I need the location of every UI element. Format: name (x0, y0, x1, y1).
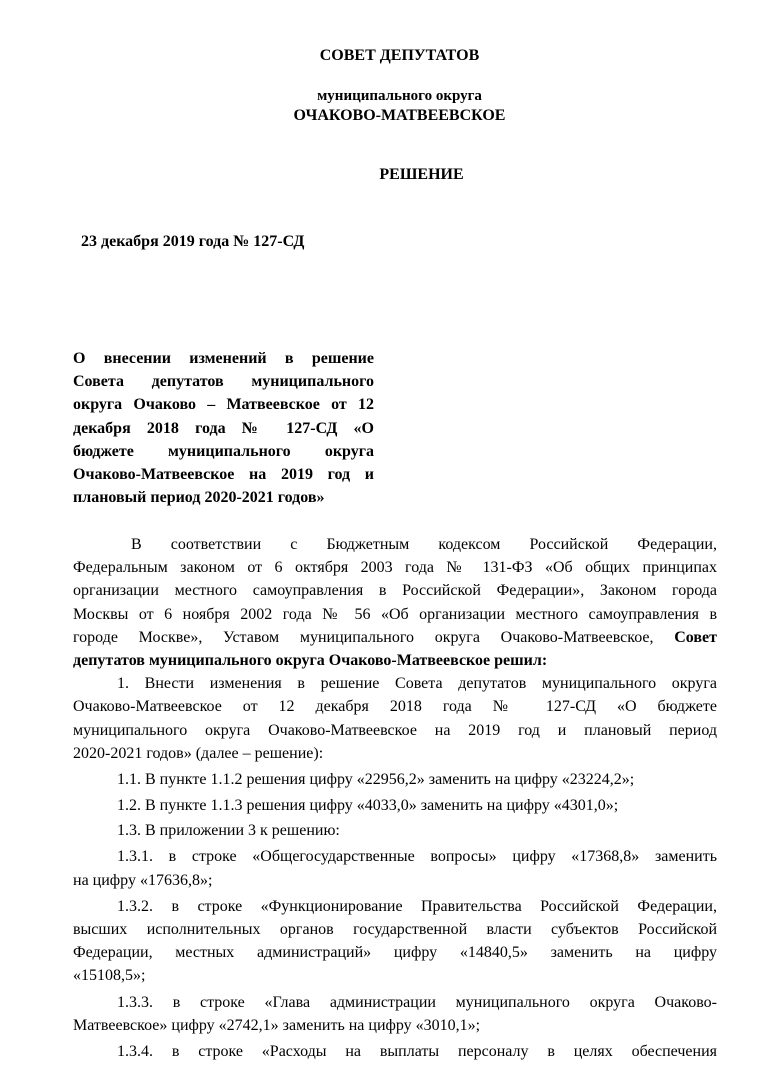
subject-line: Совета депутатов муниципального (73, 373, 374, 391)
decision-heading: РЕШЕНИЕ (379, 166, 464, 183)
preamble-bold-line: депутатов муниципального округа Очаково-Матвеевское решил: (73, 651, 548, 669)
item-1-line: Очаково-Матвеевское от 12 декабря 2018 года № 127-СД «О бюджете (73, 698, 717, 716)
subject-line: Очаково-Матвеевское на 2019 год и (73, 465, 374, 483)
preamble-line: Федеральным законом от 6 октября 2003 года № 131-ФЗ «Об общих принципах (73, 559, 717, 577)
item-1-1: 1.1. В пункте 1.1.2 решения цифру «22956,2» заменить на цифру «23224,2»; (117, 770, 635, 788)
item-1-3-2-line: высших исполнительных органов государственной власти субъектов Российской (73, 921, 717, 938)
subject-line: декабря 2018 года № 127-СД «О (73, 419, 374, 437)
item-1-3-2-line: Федерации, местных администраций» цифру «14840,5» заменить на цифру (73, 944, 717, 962)
subject-line: бюджете муниципального округа (73, 442, 374, 460)
item-1-3-1-line: на цифру «17636,8»; (73, 871, 213, 889)
preamble-text: городе Москве», Уставом муниципального округа Очаково-Матвеевское, (73, 628, 654, 646)
item-1-3-2-line: 1.3.2. в строке «Функционирование Правительства Российской Федерации, (117, 897, 717, 915)
decision-body (73, 533, 717, 1063)
subject-line: плановый период 2020-2021 годов» (73, 489, 325, 507)
item-1-line: 2020-2021 годов» (далее – решение): (73, 744, 324, 762)
subject-line: округа Очаково – Матвеевское от 12 (73, 396, 374, 414)
council-title: СОВЕТ ДЕПУТАТОВ (319, 47, 480, 64)
item-1-line: муниципального округа Очаково-Матвеевское на 2019 год и плановый период (73, 721, 717, 739)
date-and-number: 23 декабря 2019 года № 127-СД (81, 233, 305, 250)
item-1-3-2-line: «15108,5»; (73, 967, 146, 985)
decision-subject (73, 348, 374, 510)
item-1-3-1-line: 1.3.1. в строке «Общегосударственные вопросы» цифру «17368,8» заменить (117, 848, 717, 866)
preamble-line: Москвы от 6 ноября 2002 года № 56 «Об организации местного самоуправления в (73, 605, 717, 623)
item-1-3-3-line: 1.3.3. в строке «Глава администрации муниципального округа Очаково- (117, 993, 717, 1011)
preamble-line (73, 649, 717, 672)
okrug-name: ОЧАКОВО-МАТВЕЕВСКОЕ (293, 107, 506, 124)
item-1-2: 1.2. В пункте 1.1.3 решения цифру «4033,0» заменить на цифру «4301,0»; (117, 797, 619, 815)
item-1-line: 1. Внести изменения в решение Совета депутатов муниципального округа (117, 675, 717, 693)
item-1-3-4-line: 1.3.4. в строке «Расходы на выплаты персоналу в целях обеспечения (117, 1042, 717, 1060)
subject-line: О внесении изменений в решение (73, 350, 374, 367)
preamble-line: В соответствии с Бюджетным кодексом Российской Федерации, (131, 536, 717, 553)
preamble-bold-tail: Совет (674, 628, 717, 646)
item-1-3: 1.3. В приложении 3 к решению: (117, 822, 340, 840)
preamble-line (73, 626, 717, 649)
okrug-subtitle: муниципального округа (317, 88, 482, 104)
preamble-line: организации местного самоуправления в Российской Федерации», Законом города (73, 582, 717, 600)
item-1-3-3-line: Матвеевское» цифру «2742,1» заменить на цифру «3010,1»; (73, 1016, 481, 1034)
